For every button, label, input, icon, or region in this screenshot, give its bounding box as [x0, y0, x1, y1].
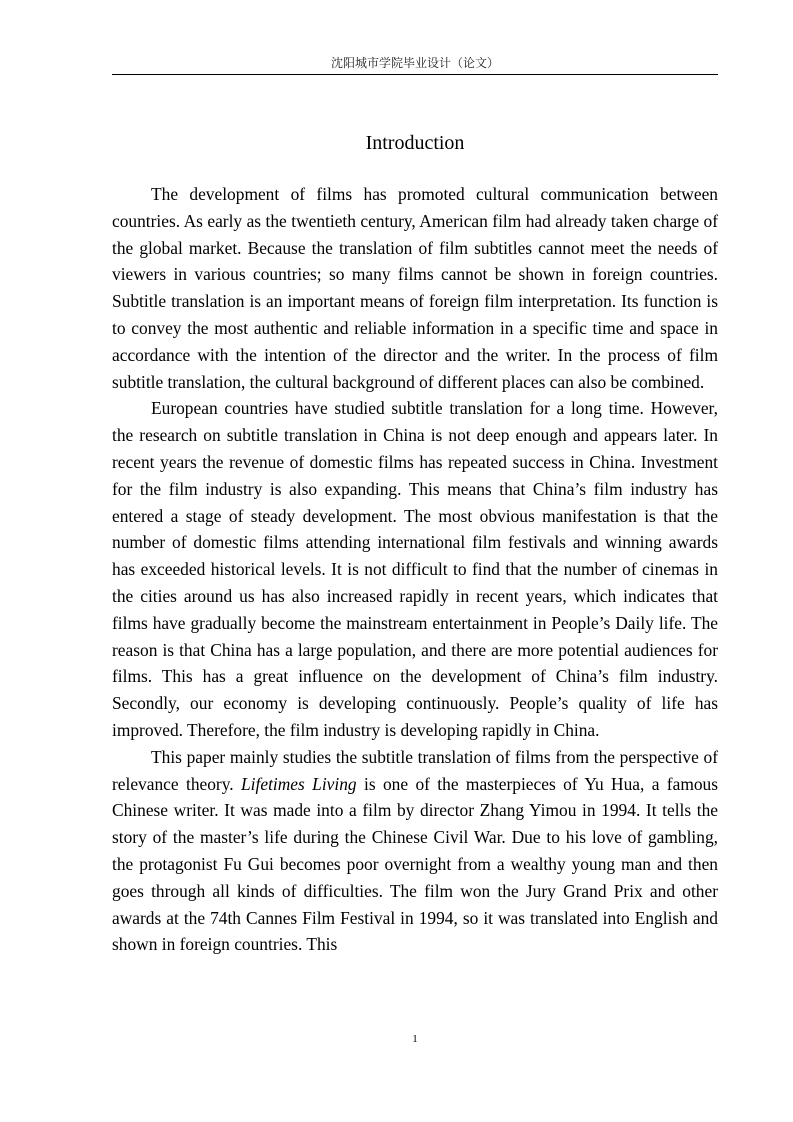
paragraph-text: is one of the masterpieces of Yu Hua, a famous Chinese writer. It was made into a film by director Zhang Yimou in 1994. It tells the story of the master’s life during the Chinese Civil War. Due to his love of gambling, the protagonist Fu Gui becomes poor overnight from a wealthy young man and then goes through all kinds of difficulties. The film won the Jury Grand Prix and other awards at the 74th Cannes Film Festival in 1994, so it was translated into English and shown in foreign countries. This: [112, 773, 718, 955]
header-rule: [112, 74, 718, 75]
paragraph: [112, 744, 718, 958]
body-text: [112, 181, 718, 958]
page-number: 1: [412, 1033, 418, 1045]
film-title: Lifetimes Living: [241, 773, 357, 794]
running-header: 沈阳城市学院毕业设计（论文）: [330, 56, 499, 70]
paragraph: The development of films has promoted cultural communication between countries. As early as the twentieth century, American film had already taken charge of the global market. Because the translation of film subtitles cannot meet the needs of viewers in various countries; so many films cannot be shown in foreign countries. Subtitle translation is an important means of foreign film interpretation. Its function is to convey the most authentic and reliable information in a specific time and space in accordance with the intention of the director and the writer. In the process of film subtitle translation, the cultural background of different places can also be combined.: [112, 184, 718, 392]
section-title: Introduction: [365, 132, 465, 154]
paragraph: European countries have studied subtitle translation for a long time. However, the research on subtitle translation in China is not deep enough and appears later. In recent years the revenue of domestic films has repeated success in China. Investment for the film industry is also expanding. This means that China’s film industry has entered a stage of steady development. The most obvious manifestation is that the number of domestic films attending international film festivals and winning awards has exceeded historical levels. It is not difficult to find that the number of cinemas in the cities around us has also increased rapidly in recent years, which indicates that films have gradually become the mainstream entertainment in People’s Daily life. The reason is that China has a large population, and there are more potential audiences for films. This has a great influence on the development of China’s film industry. Secondly, our economy is developing continuously. People’s quality of life has improved. Therefore, the film industry is developing rapidly in China.: [112, 398, 718, 740]
paragraph-text: This paper mainly studies the subtitle translation of films from the perspective of relevance theory.: [112, 746, 718, 794]
